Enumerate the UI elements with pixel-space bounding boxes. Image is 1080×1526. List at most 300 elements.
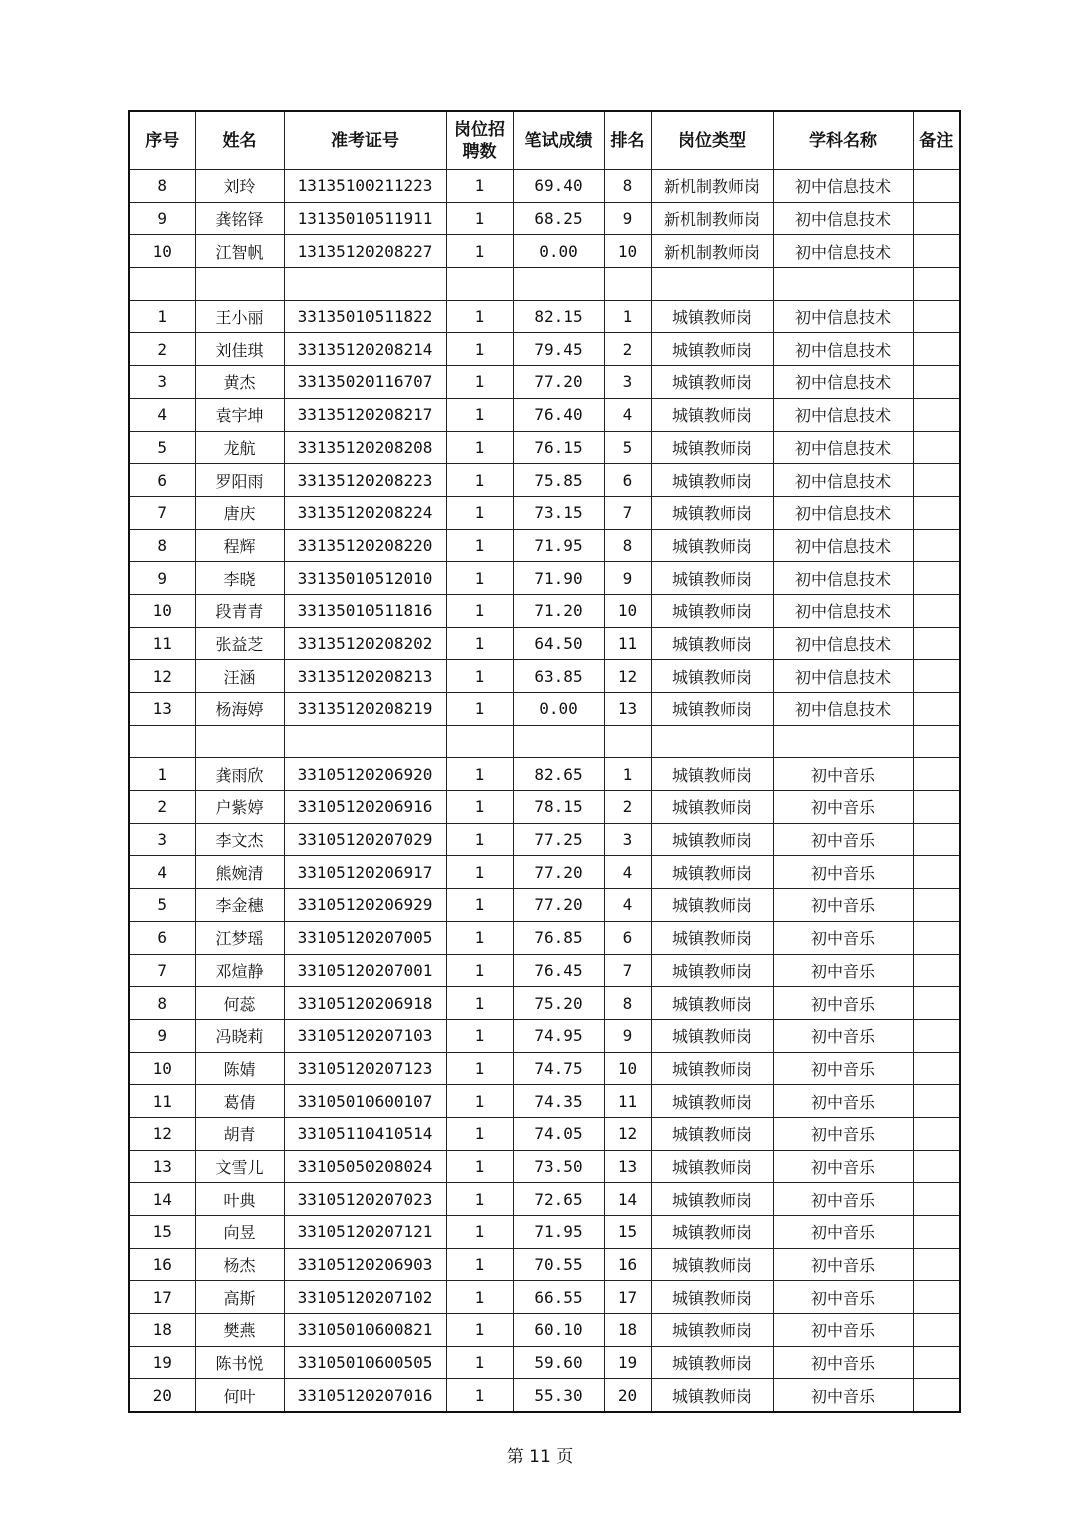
cell-post-type: 城镇教师岗 — [651, 562, 773, 595]
cell-score: 70.55 — [513, 1248, 604, 1281]
cell-rank: 9 — [604, 1019, 651, 1052]
cell-seq: 17 — [129, 1281, 195, 1314]
cell-name: 刘佳琪 — [195, 333, 284, 366]
header-subject: 学科名称 — [773, 111, 913, 170]
cell-exam-id: 33105120207016 — [284, 1379, 446, 1412]
cell-seq: 8 — [129, 529, 195, 562]
cell-positions — [446, 268, 513, 301]
cell-note — [913, 1085, 960, 1118]
cell-seq: 10 — [129, 1052, 195, 1085]
cell-note — [913, 1281, 960, 1314]
cell-exam-id: 33135120208224 — [284, 496, 446, 529]
cell-rank: 15 — [604, 1216, 651, 1249]
cell-subject: 初中信息技术 — [773, 529, 913, 562]
cell-score: 77.25 — [513, 823, 604, 856]
cell-positions: 1 — [446, 856, 513, 889]
cell-rank: 20 — [604, 1379, 651, 1412]
table-row — [129, 921, 960, 954]
cell-name: 户紫婷 — [195, 791, 284, 824]
cell-name: 程辉 — [195, 529, 284, 562]
cell-note — [913, 889, 960, 922]
cell-exam-id: 33105120207102 — [284, 1281, 446, 1314]
cell-subject: 初中音乐 — [773, 921, 913, 954]
table-row — [129, 366, 960, 399]
cell-note — [913, 1052, 960, 1085]
cell-subject: 初中信息技术 — [773, 464, 913, 497]
table-row — [129, 170, 960, 203]
cell-score: 82.65 — [513, 758, 604, 791]
cell-subject: 初中信息技术 — [773, 693, 913, 726]
cell-exam-id: 33135120208220 — [284, 529, 446, 562]
cell-post-type — [651, 268, 773, 301]
cell-post-type: 城镇教师岗 — [651, 1248, 773, 1281]
cell-note — [913, 1183, 960, 1216]
cell-exam-id: 33135120208223 — [284, 464, 446, 497]
table-row — [129, 1346, 960, 1379]
cell-rank: 9 — [604, 202, 651, 235]
cell-rank: 4 — [604, 856, 651, 889]
cell-rank: 19 — [604, 1346, 651, 1379]
cell-post-type: 城镇教师岗 — [651, 791, 773, 824]
cell-name: 罗阳雨 — [195, 464, 284, 497]
cell-name: 高斯 — [195, 1281, 284, 1314]
cell-exam-id: 33105110410514 — [284, 1117, 446, 1150]
cell-exam-id: 33105120206918 — [284, 987, 446, 1020]
cell-positions: 1 — [446, 954, 513, 987]
cell-exam-id: 13135100211223 — [284, 170, 446, 203]
cell-exam-id: 33135120208219 — [284, 693, 446, 726]
cell-post-type: 城镇教师岗 — [651, 1150, 773, 1183]
cell-post-type: 城镇教师岗 — [651, 366, 773, 399]
cell-rank: 11 — [604, 627, 651, 660]
header-row — [129, 111, 960, 170]
table-row — [129, 1117, 960, 1150]
cell-positions: 1 — [446, 300, 513, 333]
cell-positions: 1 — [446, 987, 513, 1020]
cell-seq: 2 — [129, 791, 195, 824]
cell-post-type: 城镇教师岗 — [651, 823, 773, 856]
cell-rank: 10 — [604, 594, 651, 627]
cell-exam-id: 33105120207005 — [284, 921, 446, 954]
cell-score: 76.45 — [513, 954, 604, 987]
cell-subject: 初中信息技术 — [773, 300, 913, 333]
cell-score: 82.15 — [513, 300, 604, 333]
cell-positions: 1 — [446, 1150, 513, 1183]
cell-rank — [604, 268, 651, 301]
cell-post-type: 城镇教师岗 — [651, 660, 773, 693]
cell-seq: 19 — [129, 1346, 195, 1379]
cell-exam-id: 33105120206917 — [284, 856, 446, 889]
cell-seq: 10 — [129, 594, 195, 627]
cell-note — [913, 366, 960, 399]
cell-exam-id: 13135010511911 — [284, 202, 446, 235]
cell-subject: 初中音乐 — [773, 791, 913, 824]
header-seq: 序号 — [129, 111, 195, 170]
table-row — [129, 1019, 960, 1052]
cell-positions: 1 — [446, 1248, 513, 1281]
cell-positions: 1 — [446, 333, 513, 366]
cell-rank: 16 — [604, 1248, 651, 1281]
cell-seq: 1 — [129, 300, 195, 333]
cell-seq: 16 — [129, 1248, 195, 1281]
cell-post-type: 城镇教师岗 — [651, 921, 773, 954]
cell-score: 74.35 — [513, 1085, 604, 1118]
cell-name: 龚雨欣 — [195, 758, 284, 791]
cell-positions: 1 — [446, 1085, 513, 1118]
cell-post-type: 城镇教师岗 — [651, 954, 773, 987]
cell-score: 75.85 — [513, 464, 604, 497]
cell-seq: 11 — [129, 627, 195, 660]
cell-post-type: 城镇教师岗 — [651, 1183, 773, 1216]
cell-name: 段青青 — [195, 594, 284, 627]
cell-exam-id: 33135120208217 — [284, 398, 446, 431]
cell-seq: 9 — [129, 562, 195, 595]
cell-score: 0.00 — [513, 235, 604, 268]
cell-exam-id: 33105010600107 — [284, 1085, 446, 1118]
table-row — [129, 725, 960, 758]
cell-exam-id: 13135120208227 — [284, 235, 446, 268]
cell-seq: 13 — [129, 1150, 195, 1183]
cell-seq: 5 — [129, 431, 195, 464]
cell-note — [913, 300, 960, 333]
cell-post-type: 城镇教师岗 — [651, 1346, 773, 1379]
cell-post-type: 城镇教师岗 — [651, 987, 773, 1020]
table-row — [129, 333, 960, 366]
cell-name: 向昱 — [195, 1216, 284, 1249]
cell-name: 葛倩 — [195, 1085, 284, 1118]
cell-seq: 9 — [129, 202, 195, 235]
cell-subject: 初中信息技术 — [773, 562, 913, 595]
cell-rank: 1 — [604, 758, 651, 791]
cell-subject: 初中音乐 — [773, 1117, 913, 1150]
cell-score: 74.95 — [513, 1019, 604, 1052]
cell-note — [913, 1314, 960, 1347]
cell-post-type: 新机制教师岗 — [651, 202, 773, 235]
cell-subject: 初中信息技术 — [773, 398, 913, 431]
cell-subject: 初中音乐 — [773, 1379, 913, 1412]
cell-seq — [129, 268, 195, 301]
cell-rank — [604, 725, 651, 758]
cell-name: 陈婧 — [195, 1052, 284, 1085]
cell-exam-id: 33135120208213 — [284, 660, 446, 693]
cell-rank: 6 — [604, 464, 651, 497]
cell-name: 何蕊 — [195, 987, 284, 1020]
cell-post-type: 城镇教师岗 — [651, 300, 773, 333]
cell-positions: 1 — [446, 1019, 513, 1052]
cell-score — [513, 725, 604, 758]
cell-exam-id — [284, 268, 446, 301]
cell-seq: 5 — [129, 889, 195, 922]
cell-note — [913, 856, 960, 889]
cell-name: 熊婉清 — [195, 856, 284, 889]
cell-note — [913, 1150, 960, 1183]
cell-exam-id: 33105120207023 — [284, 1183, 446, 1216]
table-body — [129, 170, 960, 1413]
cell-post-type — [651, 725, 773, 758]
cell-seq: 7 — [129, 954, 195, 987]
table-row — [129, 856, 960, 889]
cell-positions: 1 — [446, 823, 513, 856]
cell-subject: 初中音乐 — [773, 987, 913, 1020]
cell-note — [913, 921, 960, 954]
cell-rank: 2 — [604, 333, 651, 366]
cell-post-type: 城镇教师岗 — [651, 1314, 773, 1347]
cell-positions: 1 — [446, 431, 513, 464]
cell-positions: 1 — [446, 791, 513, 824]
cell-seq: 3 — [129, 366, 195, 399]
cell-score: 60.10 — [513, 1314, 604, 1347]
cell-subject — [773, 268, 913, 301]
cell-name: 龙航 — [195, 431, 284, 464]
cell-name: 黄杰 — [195, 366, 284, 399]
cell-name: 唐庆 — [195, 496, 284, 529]
table-row — [129, 1183, 960, 1216]
cell-score: 76.40 — [513, 398, 604, 431]
cell-note — [913, 562, 960, 595]
cell-post-type: 城镇教师岗 — [651, 1216, 773, 1249]
cell-note — [913, 1379, 960, 1412]
cell-subject: 初中音乐 — [773, 1052, 913, 1085]
cell-note — [913, 398, 960, 431]
cell-post-type: 新机制教师岗 — [651, 170, 773, 203]
table-row — [129, 496, 960, 529]
cell-seq: 6 — [129, 464, 195, 497]
cell-note — [913, 235, 960, 268]
cell-exam-id: 33105120206903 — [284, 1248, 446, 1281]
cell-score: 71.90 — [513, 562, 604, 595]
header-name: 姓名 — [195, 111, 284, 170]
cell-positions: 1 — [446, 1117, 513, 1150]
cell-rank: 10 — [604, 235, 651, 268]
cell-subject: 初中音乐 — [773, 1248, 913, 1281]
table-row — [129, 268, 960, 301]
cell-subject: 初中音乐 — [773, 1281, 913, 1314]
table-row — [129, 300, 960, 333]
cell-post-type: 城镇教师岗 — [651, 758, 773, 791]
cell-subject: 初中音乐 — [773, 1019, 913, 1052]
cell-note — [913, 627, 960, 660]
cell-positions: 1 — [446, 496, 513, 529]
cell-subject: 初中音乐 — [773, 758, 913, 791]
cell-note — [913, 791, 960, 824]
cell-score: 74.75 — [513, 1052, 604, 1085]
cell-post-type: 城镇教师岗 — [651, 1281, 773, 1314]
table-row — [129, 954, 960, 987]
table-row — [129, 758, 960, 791]
cell-exam-id: 33135010512010 — [284, 562, 446, 595]
cell-name: 龚铭铎 — [195, 202, 284, 235]
cell-seq — [129, 725, 195, 758]
cell-note — [913, 660, 960, 693]
table-row — [129, 987, 960, 1020]
cell-note — [913, 529, 960, 562]
cell-rank: 4 — [604, 398, 651, 431]
cell-score: 68.25 — [513, 202, 604, 235]
cell-score: 71.95 — [513, 1216, 604, 1249]
cell-positions: 1 — [446, 660, 513, 693]
cell-name: 李文杰 — [195, 823, 284, 856]
cell-seq: 15 — [129, 1216, 195, 1249]
cell-post-type: 城镇教师岗 — [651, 1379, 773, 1412]
cell-rank: 12 — [604, 660, 651, 693]
cell-exam-id: 33135120208208 — [284, 431, 446, 464]
cell-positions: 1 — [446, 1281, 513, 1314]
cell-name — [195, 268, 284, 301]
cell-post-type: 城镇教师岗 — [651, 627, 773, 660]
cell-score: 71.20 — [513, 594, 604, 627]
cell-name: 杨海婷 — [195, 693, 284, 726]
cell-positions: 1 — [446, 1379, 513, 1412]
cell-seq: 8 — [129, 987, 195, 1020]
cell-score: 69.40 — [513, 170, 604, 203]
header-score: 笔试成绩 — [513, 111, 604, 170]
cell-exam-id: 33105120206916 — [284, 791, 446, 824]
cell-exam-id: 33105120207029 — [284, 823, 446, 856]
cell-subject: 初中信息技术 — [773, 627, 913, 660]
cell-exam-id: 33105120206920 — [284, 758, 446, 791]
cell-subject: 初中信息技术 — [773, 366, 913, 399]
cell-score: 75.20 — [513, 987, 604, 1020]
cell-positions: 1 — [446, 1314, 513, 1347]
score-table — [128, 110, 961, 1413]
table-row — [129, 1085, 960, 1118]
cell-rank: 5 — [604, 431, 651, 464]
cell-seq: 8 — [129, 170, 195, 203]
cell-note — [913, 594, 960, 627]
cell-score: 64.50 — [513, 627, 604, 660]
cell-subject: 初中音乐 — [773, 1216, 913, 1249]
cell-positions — [446, 725, 513, 758]
cell-positions: 1 — [446, 758, 513, 791]
cell-exam-id: 33105120207103 — [284, 1019, 446, 1052]
cell-score: 63.85 — [513, 660, 604, 693]
cell-positions: 1 — [446, 562, 513, 595]
cell-positions: 1 — [446, 1216, 513, 1249]
table-row — [129, 889, 960, 922]
table-row — [129, 562, 960, 595]
cell-post-type: 城镇教师岗 — [651, 594, 773, 627]
cell-note — [913, 725, 960, 758]
cell-name: 江智帆 — [195, 235, 284, 268]
cell-rank: 1 — [604, 300, 651, 333]
cell-seq: 13 — [129, 693, 195, 726]
cell-subject: 初中信息技术 — [773, 235, 913, 268]
cell-rank: 7 — [604, 954, 651, 987]
cell-rank: 18 — [604, 1314, 651, 1347]
table-row — [129, 660, 960, 693]
cell-name: 邓煊静 — [195, 954, 284, 987]
cell-note — [913, 202, 960, 235]
cell-subject: 初中信息技术 — [773, 170, 913, 203]
table-row — [129, 1248, 960, 1281]
cell-rank: 14 — [604, 1183, 651, 1216]
cell-subject: 初中信息技术 — [773, 333, 913, 366]
cell-score: 79.45 — [513, 333, 604, 366]
cell-exam-id: 33135020116707 — [284, 366, 446, 399]
cell-name: 王小丽 — [195, 300, 284, 333]
cell-post-type: 城镇教师岗 — [651, 496, 773, 529]
table-row — [129, 693, 960, 726]
cell-score: 66.55 — [513, 1281, 604, 1314]
cell-positions: 1 — [446, 921, 513, 954]
cell-subject: 初中信息技术 — [773, 660, 913, 693]
cell-name: 张益芝 — [195, 627, 284, 660]
cell-post-type: 城镇教师岗 — [651, 1019, 773, 1052]
table-row — [129, 1216, 960, 1249]
cell-name: 陈书悦 — [195, 1346, 284, 1379]
header-post-type: 岗位类型 — [651, 111, 773, 170]
cell-seq: 4 — [129, 856, 195, 889]
cell-subject: 初中信息技术 — [773, 202, 913, 235]
cell-note — [913, 1216, 960, 1249]
cell-note — [913, 1019, 960, 1052]
cell-exam-id: 33135120208202 — [284, 627, 446, 660]
cell-seq: 12 — [129, 1117, 195, 1150]
cell-subject: 初中信息技术 — [773, 594, 913, 627]
table-row — [129, 823, 960, 856]
cell-exam-id: 33105050208024 — [284, 1150, 446, 1183]
table-row — [129, 398, 960, 431]
cell-positions: 1 — [446, 202, 513, 235]
cell-exam-id — [284, 725, 446, 758]
cell-subject: 初中音乐 — [773, 954, 913, 987]
cell-post-type: 城镇教师岗 — [651, 464, 773, 497]
table-row — [129, 529, 960, 562]
header-rank: 排名 — [604, 111, 651, 170]
cell-seq: 11 — [129, 1085, 195, 1118]
cell-positions: 1 — [446, 889, 513, 922]
cell-name: 文雪儿 — [195, 1150, 284, 1183]
cell-rank: 3 — [604, 366, 651, 399]
cell-post-type: 城镇教师岗 — [651, 529, 773, 562]
cell-note — [913, 431, 960, 464]
cell-rank: 2 — [604, 791, 651, 824]
cell-rank: 8 — [604, 529, 651, 562]
cell-seq: 7 — [129, 496, 195, 529]
header-positions: 岗位招聘数 — [446, 111, 513, 170]
cell-positions: 1 — [446, 464, 513, 497]
cell-note — [913, 333, 960, 366]
cell-post-type: 城镇教师岗 — [651, 431, 773, 464]
table-row — [129, 1150, 960, 1183]
table-row — [129, 1379, 960, 1412]
cell-post-type: 城镇教师岗 — [651, 693, 773, 726]
cell-subject — [773, 725, 913, 758]
cell-seq: 20 — [129, 1379, 195, 1412]
cell-note — [913, 496, 960, 529]
cell-name: 江梦瑶 — [195, 921, 284, 954]
cell-rank: 3 — [604, 823, 651, 856]
cell-name: 汪涵 — [195, 660, 284, 693]
cell-score — [513, 268, 604, 301]
cell-rank: 9 — [604, 562, 651, 595]
cell-subject: 初中音乐 — [773, 1183, 913, 1216]
cell-post-type: 城镇教师岗 — [651, 398, 773, 431]
table-row — [129, 1052, 960, 1085]
cell-exam-id: 33105120207123 — [284, 1052, 446, 1085]
table-row — [129, 594, 960, 627]
table-row — [129, 464, 960, 497]
cell-seq: 3 — [129, 823, 195, 856]
cell-exam-id: 33135010511822 — [284, 300, 446, 333]
cell-note — [913, 693, 960, 726]
cell-seq: 2 — [129, 333, 195, 366]
cell-post-type: 城镇教师岗 — [651, 333, 773, 366]
table-row — [129, 1281, 960, 1314]
cell-rank: 13 — [604, 693, 651, 726]
cell-name: 李金穗 — [195, 889, 284, 922]
table-row — [129, 627, 960, 660]
